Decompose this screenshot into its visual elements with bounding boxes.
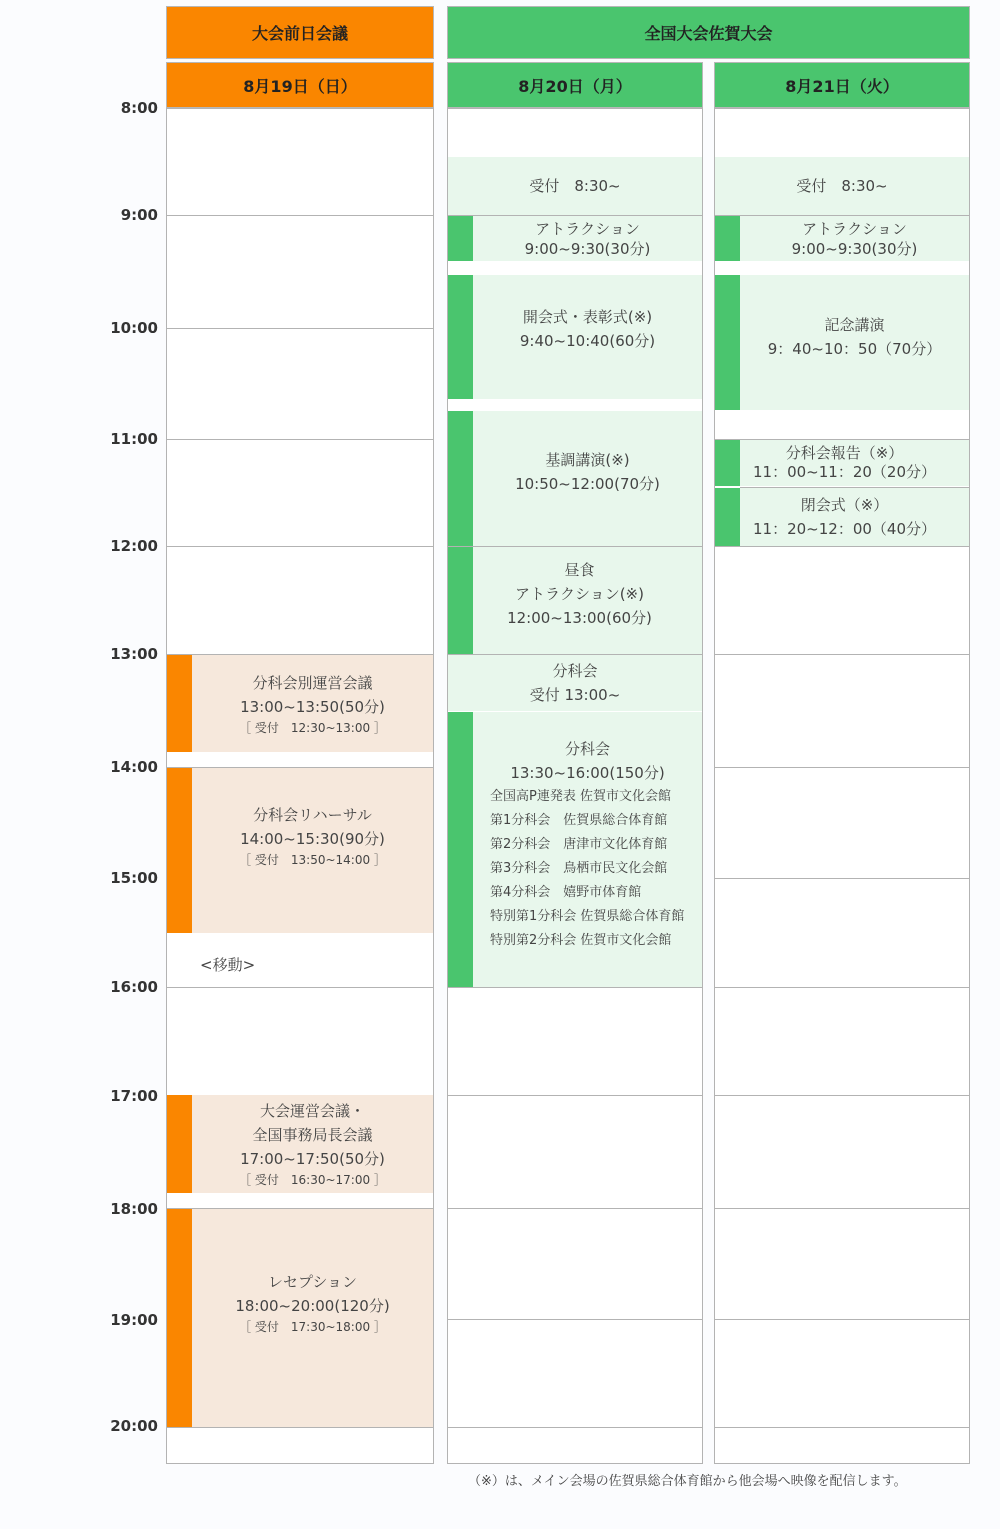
move-note: <移動> — [200, 956, 256, 974]
time-label: 8:00 — [120, 99, 158, 117]
event-bar — [167, 1095, 192, 1193]
venue-list — [473, 785, 684, 953]
event-time: 17:00~17:50(50分) — [240, 1150, 385, 1168]
event-bar — [448, 547, 473, 654]
event-title: 分科会リハーサル — [253, 805, 372, 824]
event-title: 分科会報告（※） — [785, 444, 904, 462]
time-label: 9:00 — [120, 206, 158, 224]
footnote: （※）は、メイン会場の佐賀県総合体育館から他会場へ映像を配信します。 — [468, 1474, 907, 1489]
venue-item: 特別第1分科会 佐賀県総合体育館 — [490, 909, 685, 924]
day-label: 8月19日（日） — [243, 76, 357, 96]
event-bar — [167, 1209, 192, 1427]
time-label: 17:00 — [110, 1087, 158, 1105]
hour-line — [448, 1319, 702, 1320]
hour-line — [715, 546, 969, 547]
venue-item: 第1分科会 佐賀県総合体育館 — [490, 813, 668, 828]
pre-meeting-header — [166, 6, 434, 59]
event-opening — [473, 275, 702, 399]
event-time: 11：20~12：00（40分） — [752, 520, 936, 538]
event-title: 大会運営会議・ — [259, 1102, 365, 1120]
event-time: 9:40~10:40(60分) — [519, 332, 656, 350]
event-bar — [448, 275, 473, 399]
hour-line — [448, 1427, 702, 1428]
event-title: 閉会式（※） — [800, 496, 889, 514]
time-label: 15:00 — [110, 869, 158, 887]
hour-line — [715, 767, 969, 768]
event-time: 9:00~9:30(30分) — [524, 239, 651, 258]
time-label: 18:00 — [110, 1200, 158, 1218]
time-label: 20:00 — [110, 1417, 158, 1435]
event-keynote — [473, 411, 702, 546]
event-bar — [715, 275, 740, 410]
event-uketsuke — [448, 157, 702, 215]
event-lunch — [473, 547, 702, 654]
event-title: 分科会 — [552, 662, 598, 680]
event-time: 18:00~20:00(120分) — [235, 1297, 390, 1315]
venue-item: 第4分科会 嬉野市体育館 — [490, 885, 642, 900]
hour-line — [715, 1319, 969, 1320]
event-time: 受付 13:00~ — [529, 686, 621, 704]
event-title: 昼食 — [564, 560, 595, 579]
time-label: 11:00 — [110, 430, 158, 448]
event-title: 分科会 — [564, 740, 610, 758]
event-bar — [448, 411, 473, 546]
time-label: 10:00 — [110, 319, 158, 337]
event-time: 14:00~15:30(90分) — [240, 829, 385, 848]
venue-item: 第2分科会 唐津市文化体育館 — [490, 837, 668, 852]
event-bunkakai — [473, 712, 702, 987]
event-title: アトラクション — [535, 219, 640, 238]
event-bar — [715, 216, 740, 261]
event-time: 11：00~11：20（20分） — [752, 463, 936, 481]
event-report — [740, 440, 969, 486]
event-unei-meeting — [192, 1095, 433, 1193]
event-time: 12:00~13:00(60分) — [507, 608, 652, 627]
day-header-aug20 — [447, 62, 703, 108]
event-bar — [167, 768, 192, 933]
event-title: 記念講演 — [824, 315, 885, 334]
day-label: 8月21日（火） — [785, 76, 899, 96]
venue-item: 第3分科会 鳥栖市民文化会館 — [490, 861, 668, 876]
hour-line — [715, 654, 969, 655]
day-header-aug19 — [166, 62, 434, 108]
event-title: 分科会別運営会議 — [252, 673, 373, 692]
main-event-label: 全国大会佐賀大会 — [644, 24, 773, 43]
hour-line — [167, 1427, 433, 1428]
main-event-header — [447, 6, 970, 59]
event-bar — [715, 440, 740, 486]
hour-line — [167, 987, 433, 988]
time-label: 14:00 — [110, 758, 158, 776]
event-time: 10:50~12:00(70分) — [515, 474, 660, 493]
event-reception: ［ 受付 12:30~13:00 ］ — [239, 720, 386, 735]
hour-line — [448, 1095, 702, 1096]
time-label: 12:00 — [110, 537, 158, 555]
event-memorial-lecture — [740, 275, 969, 410]
event-bar — [715, 488, 740, 546]
event-title: 受付 8:30~ — [529, 177, 621, 195]
day-label: 8月20日（月） — [518, 76, 632, 96]
hour-line — [167, 328, 433, 329]
event-bar — [167, 655, 192, 752]
event-attraction — [740, 216, 969, 261]
hour-line — [167, 215, 433, 216]
event-reception-party — [192, 1209, 433, 1427]
event-bunkakai-unei — [192, 655, 433, 752]
event-time: 9：40~10：50（70分） — [767, 339, 942, 358]
event-title: 受付 8:30~ — [796, 177, 888, 195]
event-bunkakai-reception — [448, 655, 702, 711]
hour-line — [715, 878, 969, 879]
event-reception: ［ 受付 16:30~17:00 ］ — [239, 1173, 386, 1187]
hour-line — [715, 1095, 969, 1096]
event-title: 基調講演(※) — [545, 450, 630, 469]
hour-line — [715, 987, 969, 988]
event-title: レセプション — [267, 1273, 358, 1291]
day-header-aug21 — [714, 62, 970, 108]
event-uketsuke — [715, 157, 969, 215]
event-reception: ［ 受付 17:30~18:00 ］ — [239, 1320, 386, 1334]
event-closing — [740, 488, 969, 546]
venue-item: 特別第2分科会 佐賀市文化会館 — [490, 933, 672, 948]
hour-line — [448, 987, 702, 988]
event-reception: ［ 受付 13:50~14:00 ］ — [239, 852, 386, 867]
time-label: 13:00 — [110, 645, 158, 663]
event-rehearsal — [192, 768, 433, 933]
hour-line — [715, 1208, 969, 1209]
event-bar — [448, 216, 473, 261]
time-label: 19:00 — [110, 1311, 158, 1329]
hour-line — [167, 546, 433, 547]
event-title: アトラクション — [802, 219, 907, 238]
hour-line — [167, 439, 433, 440]
hour-line — [448, 1208, 702, 1209]
event-attraction — [473, 216, 702, 261]
event-time: 13:00~13:50(50分) — [240, 697, 385, 716]
event-title: 全国事務局長会議 — [252, 1126, 373, 1144]
venue-item: 全国高P連発表 佐賀市文化会館 — [490, 789, 671, 804]
hour-line — [715, 1427, 969, 1428]
event-title: アトラクション(※) — [515, 584, 644, 603]
event-time: 9:00~9:30(30分) — [791, 239, 918, 258]
event-title: 開会式・表彰式(※) — [522, 308, 653, 326]
pre-meeting-label: 大会前日会議 — [251, 24, 348, 43]
event-time: 13:30~16:00(150分) — [510, 764, 665, 782]
time-label: 16:00 — [110, 978, 158, 996]
event-bar — [448, 712, 473, 987]
